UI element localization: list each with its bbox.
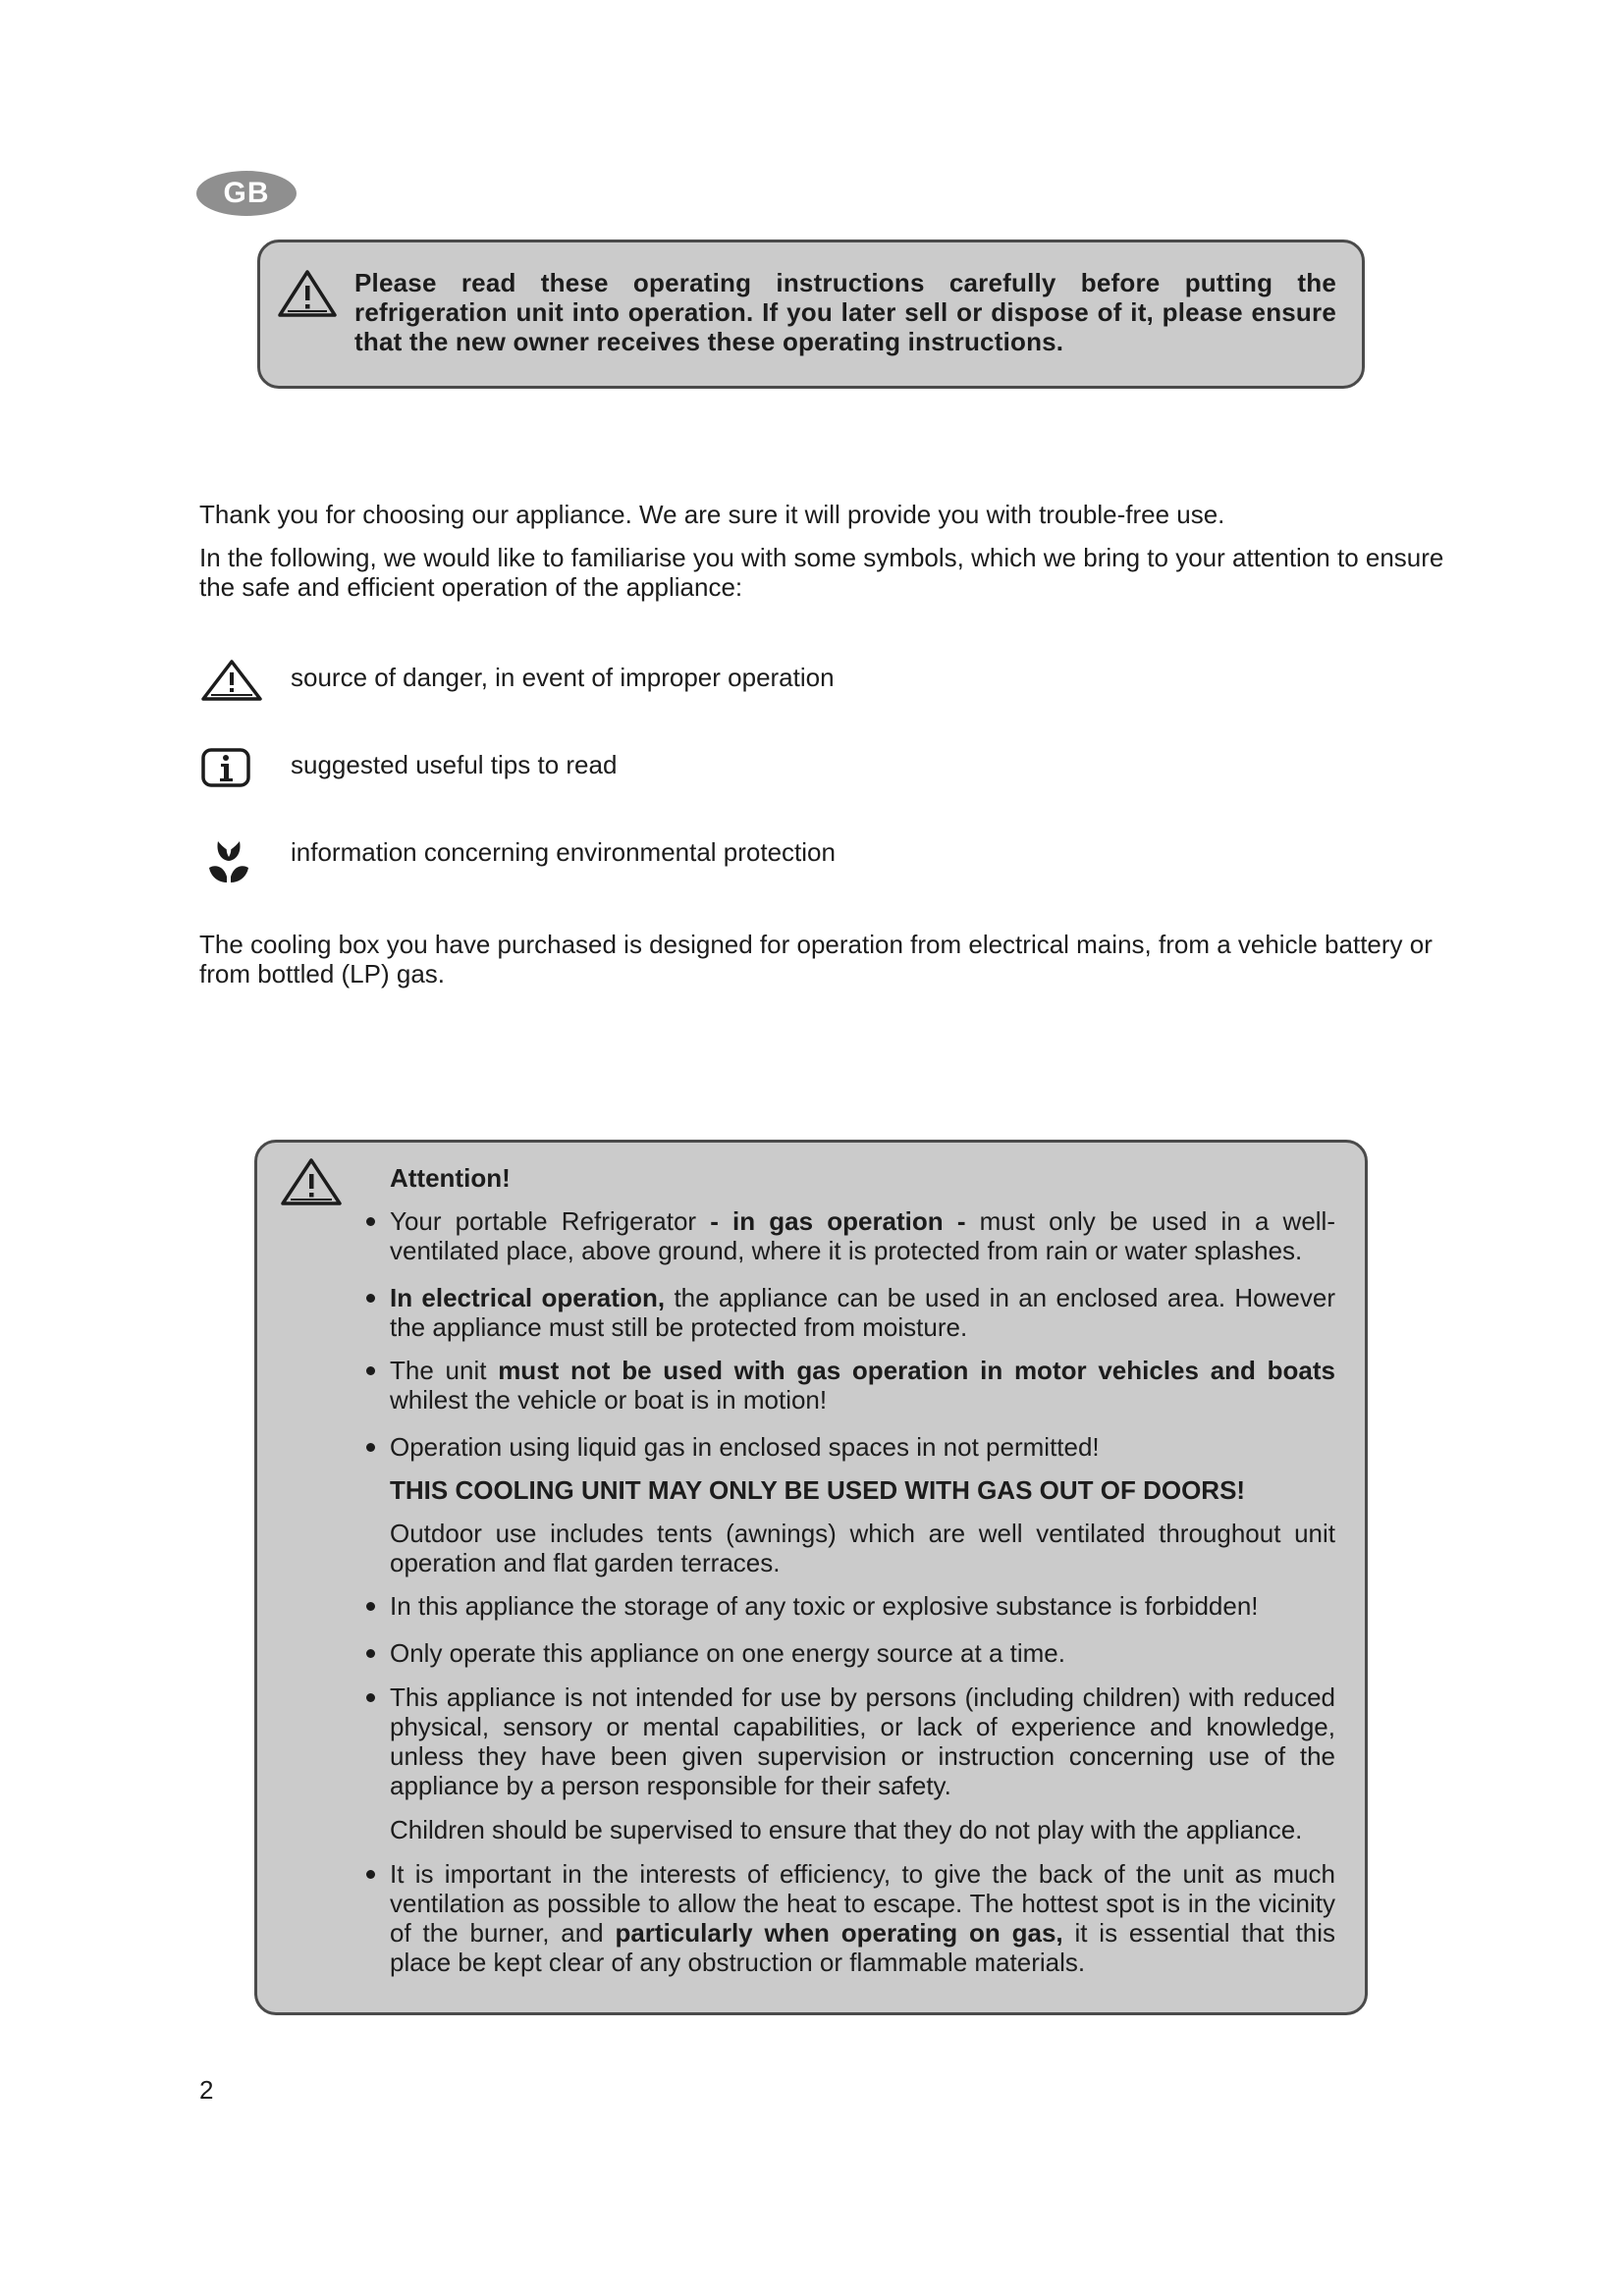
symbol-row-environment (199, 837, 1181, 896)
bullet (366, 1366, 375, 1375)
attention-item-electrical: In electrical operation, the appliance can be used in an enclosed area. However the appliance must still be protected from moisture. (390, 1283, 1335, 1342)
read-instructions-notice (257, 240, 1365, 389)
purpose-paragraph: The cooling box you have purchased is designed for operation from electrical mains, from a vehicle battery or from bottled (LP) gas. (199, 930, 1433, 988)
attention-item-gas-ventilation: Your portable Refrigerator - in gas operation - must only be used in a well-ventilated place, above ground, where it is protected from rain or water splashes. (390, 1206, 1335, 1265)
page-number: 2 (199, 2075, 214, 2105)
attention-list (390, 1206, 1335, 1977)
info-icon (199, 746, 254, 789)
warning-triangle-icon (199, 659, 264, 702)
attention-item-ventilation: It is important in the interests of efficiency, to give the back of the unit as much ventilation as possible to allow the heat to escape. The hottest spot is in the vicinity of the burner, and particularly when operating on gas, it is essential that this place be kept clear of any obstruction or flammable materials. (390, 1859, 1335, 1977)
attention-item-vehicles: The unit must not be used with gas operation in motor vehicles and boats whilest the vehicle or boat is in motion! (390, 1356, 1335, 1415)
symbol-row-danger (199, 663, 1181, 721)
warning-triangle-icon (276, 268, 339, 319)
attention-outdoor-note: Outdoor use includes tents (awnings) which are well ventilated throughout unit operation and flat garden terraces. (390, 1519, 1335, 1577)
bullet (366, 1602, 375, 1611)
attention-item-enclosed-spaces: Operation using liquid gas in enclosed spaces in not permitted! (390, 1432, 1335, 1462)
bullet (366, 1693, 375, 1702)
bullet (366, 1443, 375, 1452)
thanks-paragraph: Thank you for choosing our appliance. We are sure it will provide you with trouble-free use. (199, 500, 1225, 529)
attention-item-toxic-storage: In this appliance the storage of any toxic or explosive substance is forbidden! (390, 1591, 1335, 1621)
bullet (366, 1870, 375, 1879)
bullet (366, 1649, 375, 1658)
warning-triangle-icon (279, 1156, 344, 1207)
symbol-label-environment: information concerning environmental protection (291, 837, 836, 867)
symbols-intro-paragraph: In the following, we would like to familiarise you with some symbols, which we bring to your attention to ensure the safe and efficient operation of the appliance: (199, 543, 1444, 602)
attention-box (254, 1140, 1368, 2015)
attention-item-one-energy-source: Only operate this appliance on one energy source at a time. (390, 1638, 1335, 1668)
symbol-row-tips (199, 750, 1181, 809)
bullet (366, 1217, 375, 1226)
language-badge: GB (196, 171, 297, 216)
bullet (366, 1294, 375, 1303)
attention-children-note: Children should be supervised to ensure that they do not play with the appliance. (390, 1815, 1303, 1844)
environment-leaf-icon (199, 835, 258, 886)
attention-title: Attention! (390, 1163, 511, 1193)
attention-outdoor-warning: THIS COOLING UNIT MAY ONLY BE USED WITH GAS OUT OF DOORS! (390, 1475, 1246, 1505)
symbol-label-tips: suggested useful tips to read (291, 750, 618, 779)
notice-text: Please read these operating instructions carefully before putting the refrigeration unit into operation. If you later sell or dispose of it, please ensure that the new owner receives these operating instructions. (354, 268, 1336, 356)
symbol-label-danger: source of danger, in event of improper operation (291, 663, 835, 692)
attention-item-reduced-capabilities: This appliance is not intended for use by persons (including children) with reduced physical, sensory or mental capabilities, or lack of experience and knowledge, unless they have been given supervision or instruction concerning use of the appliance by a person responsible for their safety. (390, 1682, 1335, 1800)
